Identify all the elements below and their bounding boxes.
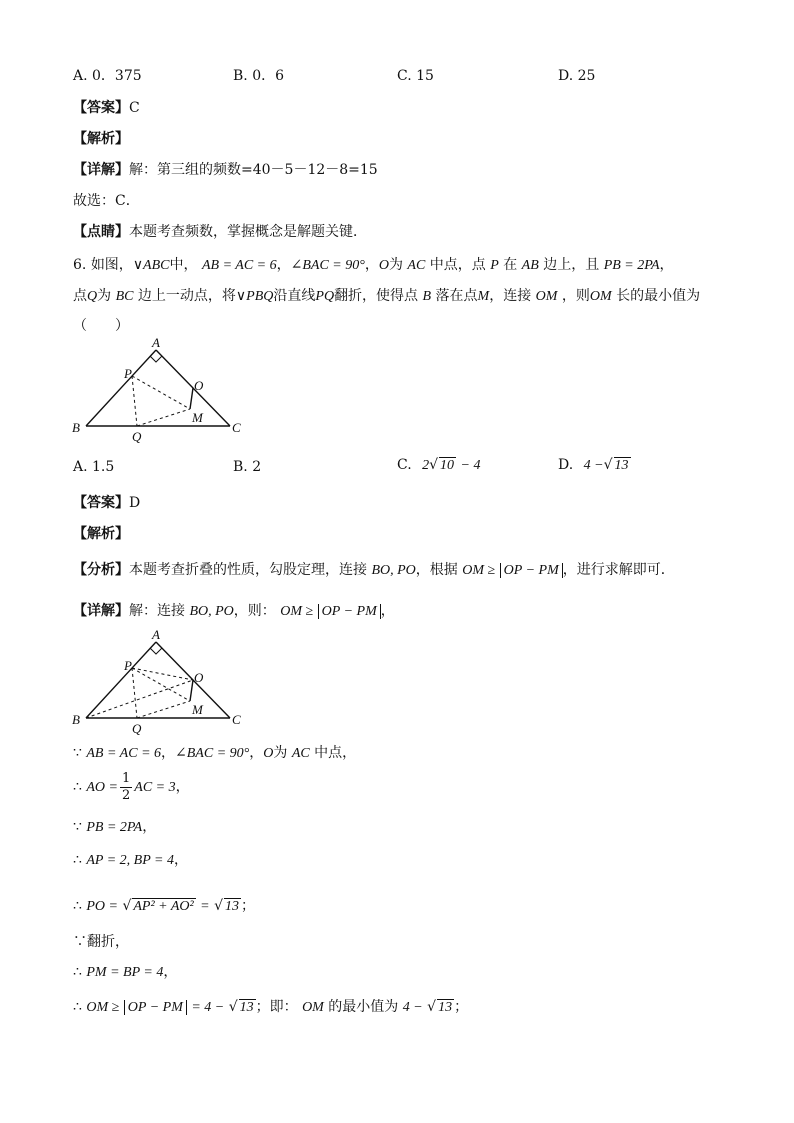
q5-option-d: D. 25 (558, 68, 596, 84)
q6-text: 点 (73, 288, 87, 304)
q6-math: PQ (315, 289, 335, 304)
q6-math: 4 − (402, 1000, 423, 1015)
right-angle-mark (150, 356, 162, 362)
fraction-denominator: 2 (121, 787, 131, 803)
label-b: B (72, 420, 80, 435)
q6-text: ， (380, 603, 395, 619)
radicand: 13 (239, 1000, 254, 1015)
radicand: 13 (614, 458, 629, 473)
segment-om (190, 680, 193, 701)
q6-math: P (490, 258, 499, 273)
q6-fenxi (73, 561, 675, 580)
q6-text: 的最小值为 (328, 999, 399, 1015)
q6-text: 翻折，使得点 (334, 288, 419, 304)
q6-math: AB = AC = 6 (201, 258, 277, 273)
q6-math: O (378, 258, 389, 273)
q6-math: AC (291, 746, 310, 761)
q6-analysis-tag: 【解析】 (73, 526, 129, 542)
q6-math: O (263, 746, 274, 761)
q6-text: 边上一动点，将 (137, 288, 236, 304)
q6-answer (73, 494, 140, 512)
option-math: − 4 (460, 458, 481, 473)
fold-pq (132, 668, 137, 718)
q6-text: ，根据 (415, 562, 458, 578)
q6-text: ， (163, 964, 178, 980)
q6-math-abs: OP − PM (500, 563, 563, 578)
right-angle-mark (150, 648, 162, 654)
side-ab (86, 642, 156, 718)
q6-math-abs: OP − PM (124, 1000, 187, 1015)
q6-text: ，则 (561, 288, 590, 304)
q6-step-3 (73, 818, 156, 837)
label-o: O (194, 378, 204, 393)
side-ab (86, 350, 156, 426)
q6-step-symbol: ∴ (73, 999, 82, 1015)
fold-pm (132, 668, 190, 701)
q6-math: AO = (86, 780, 118, 795)
q6-text: 中点，点 (429, 257, 486, 273)
q6-step-1: ∵ AB = AC = 6，∠BAC = 90°，O为 AC 中点， (73, 745, 357, 761)
q6-math: OM (535, 289, 558, 304)
q6-math: ∠BAC = 90° (290, 258, 365, 273)
q6-math: B (422, 289, 432, 304)
fold-pq (132, 376, 137, 426)
q6-math: OM (302, 1000, 324, 1015)
q6-step-4 (73, 851, 188, 870)
q6-math: OM ≥ (280, 604, 314, 619)
q6-math: ∨ABC (132, 258, 170, 273)
q6-math: ∠BAC = 90° (175, 746, 250, 761)
q6-text: 沿直线 (273, 288, 316, 304)
q6-math: AC (407, 258, 426, 273)
q6-stem-line-2 (73, 287, 700, 306)
q5-analysis-tag: 【解析】 (73, 131, 129, 147)
q6-step-8 (73, 998, 468, 1017)
sqrt-icon: √ (429, 457, 439, 473)
q5-answer-value: C (129, 100, 140, 116)
q6-step-symbol: ∵ (73, 819, 82, 835)
fold-pm (132, 376, 190, 409)
radicand: AP² + AO² (133, 899, 194, 914)
q6-text: ，进行求解即可． (562, 562, 675, 578)
q6-option-b: B. 2 (233, 459, 262, 475)
q6-step-symbol: ∴ (73, 779, 82, 795)
label-a: A (152, 630, 160, 642)
sqrt-icon: √ (122, 898, 132, 914)
q6-math: PO = (86, 899, 118, 914)
q6-math: OM (589, 289, 612, 304)
q6-number: 6. (73, 257, 87, 273)
q6-text: 为 (97, 288, 112, 304)
option-math: 4 − (583, 458, 604, 473)
q6-text: ； (241, 898, 255, 914)
q6-option-d (558, 456, 631, 475)
q6-math: OM ≥ (86, 1000, 120, 1015)
sqrt-icon: √ (603, 457, 613, 473)
radicand: 10 (440, 458, 455, 473)
q6-math: Q (87, 289, 98, 304)
q6-option-c (397, 456, 480, 475)
label-c: C (232, 712, 241, 727)
q6-step-symbol: ∴ (73, 852, 82, 868)
sqrt-icon: √ (427, 999, 437, 1015)
sqrt-icon: √ (228, 999, 238, 1015)
q6-step-2 (73, 770, 190, 805)
q6-math: PB = 2PA (86, 820, 143, 835)
q6-text: ， (173, 852, 188, 868)
q6-stem-line-1: 6. 如图，∨ABC中， AB = AC = 6，∠BAC = 90°，O为 AC 中点，点 P 在 AB 边上，且 PB = 2PA， (73, 257, 674, 273)
q6-math: BO, PO (189, 604, 234, 619)
fold-qm (137, 701, 190, 718)
q5-comment (73, 223, 367, 241)
q6-text: 如图， (90, 257, 133, 273)
label-p: P (124, 658, 132, 673)
q6-text: 中， (169, 257, 198, 273)
q6-answer-tag: 【答案】 (73, 495, 129, 511)
q6-math: = (200, 899, 210, 914)
q5-option-c: C. 15 (397, 68, 434, 84)
option-letter: D. (558, 457, 574, 473)
label-o: O (194, 670, 204, 685)
q5-detail (73, 161, 378, 179)
q6-math: BC (115, 289, 134, 304)
q6-step-7 (73, 963, 177, 982)
q6-text: 为 (388, 257, 403, 273)
q5-choose: 故选：C． (73, 193, 140, 209)
fraction-half (120, 771, 132, 804)
q6-text: 中点， (314, 745, 357, 761)
label-b: B (72, 712, 80, 727)
q6-text: ，连接 (489, 288, 532, 304)
fold-qm (137, 409, 190, 426)
q6-text: ；即： (255, 999, 298, 1015)
q5-option-a: A. 0．375 (73, 68, 142, 84)
q6-math: AB = AC = 6 (86, 746, 162, 761)
q6-figure-1 (70, 338, 250, 448)
q6-step-symbol: ∴ (73, 964, 82, 980)
q6-text: ， (364, 257, 379, 273)
q6-math: PM = BP = 4 (86, 965, 164, 980)
q6-text: ； (454, 999, 469, 1015)
q6-step-symbol: ∴ (73, 898, 82, 914)
q6-math: AC = 3 (134, 780, 176, 795)
q6-paren: （ ） (73, 318, 129, 334)
q6-detail-tag: 【详解】 (73, 603, 129, 619)
q6-figure-2 (70, 630, 250, 740)
q6-math: AB (521, 258, 539, 273)
segment-om (190, 388, 193, 409)
label-m: M (192, 702, 203, 717)
q6-text: 为 (273, 745, 288, 761)
dash-bo (86, 680, 193, 718)
sqrt-icon: √ (214, 898, 223, 914)
q5-detail-tag: 【详解】 (73, 162, 129, 178)
q6-text: ， (175, 779, 190, 795)
q6-fx-tag: 【分析】 (73, 562, 129, 578)
q6-text: 在 (503, 257, 518, 273)
q6-math: ∨PBQ (235, 289, 274, 304)
q6-math: BO, PO (371, 563, 416, 578)
q6-step-symbol: ∵ (73, 745, 82, 761)
q6-math: = 4 − (191, 1000, 225, 1015)
label-c: C (232, 420, 241, 435)
q6-step-5 (73, 897, 255, 916)
q5-detail-text: 解：第三组的频数=40－5－12－8=15 (129, 162, 378, 178)
q6-answer-value: D (129, 495, 141, 511)
label-q: Q (132, 429, 142, 444)
q5-answer (73, 99, 140, 117)
q6-math: AP = 2, BP = 4 (86, 853, 174, 868)
q6-text: 边上，且 (543, 257, 600, 273)
q6-math: OM ≥ (462, 563, 496, 578)
q6-text: 解：连接 (129, 603, 185, 619)
q6-text: 落在点 (435, 288, 478, 304)
q6-option-a: A. 1.5 (73, 459, 115, 475)
q6-detail (73, 602, 395, 621)
q6-math-abs: OP − PM (318, 604, 381, 619)
q6-text: ，则： (233, 603, 276, 619)
q6-math: M (477, 289, 490, 304)
fraction-numerator: 1 (121, 770, 131, 786)
q6-math: PB = 2PA (603, 258, 660, 273)
label-p: P (124, 366, 132, 381)
option-letter: C. (397, 457, 412, 473)
radicand: 13 (225, 899, 239, 914)
q6-text: 本题考查折叠的性质，勾股定理，连接 (129, 562, 367, 578)
label-q: Q (132, 721, 142, 736)
q5-comment-tag: 【点睛】 (73, 224, 129, 240)
label-m: M (192, 410, 203, 425)
q5-answer-tag: 【答案】 (73, 100, 129, 116)
radicand: 13 (438, 1000, 453, 1015)
q5-option-b: B. 0．6 (233, 68, 285, 84)
option-math: 2 (422, 458, 430, 473)
q6-text: 长的最小值为 (616, 288, 701, 304)
q5-comment-text: 本题考查频数，掌握概念是解题关键． (129, 224, 367, 240)
q6-text: ， (142, 819, 157, 835)
label-a: A (152, 338, 160, 350)
q6-step-6: ∵翻折， (73, 934, 129, 950)
